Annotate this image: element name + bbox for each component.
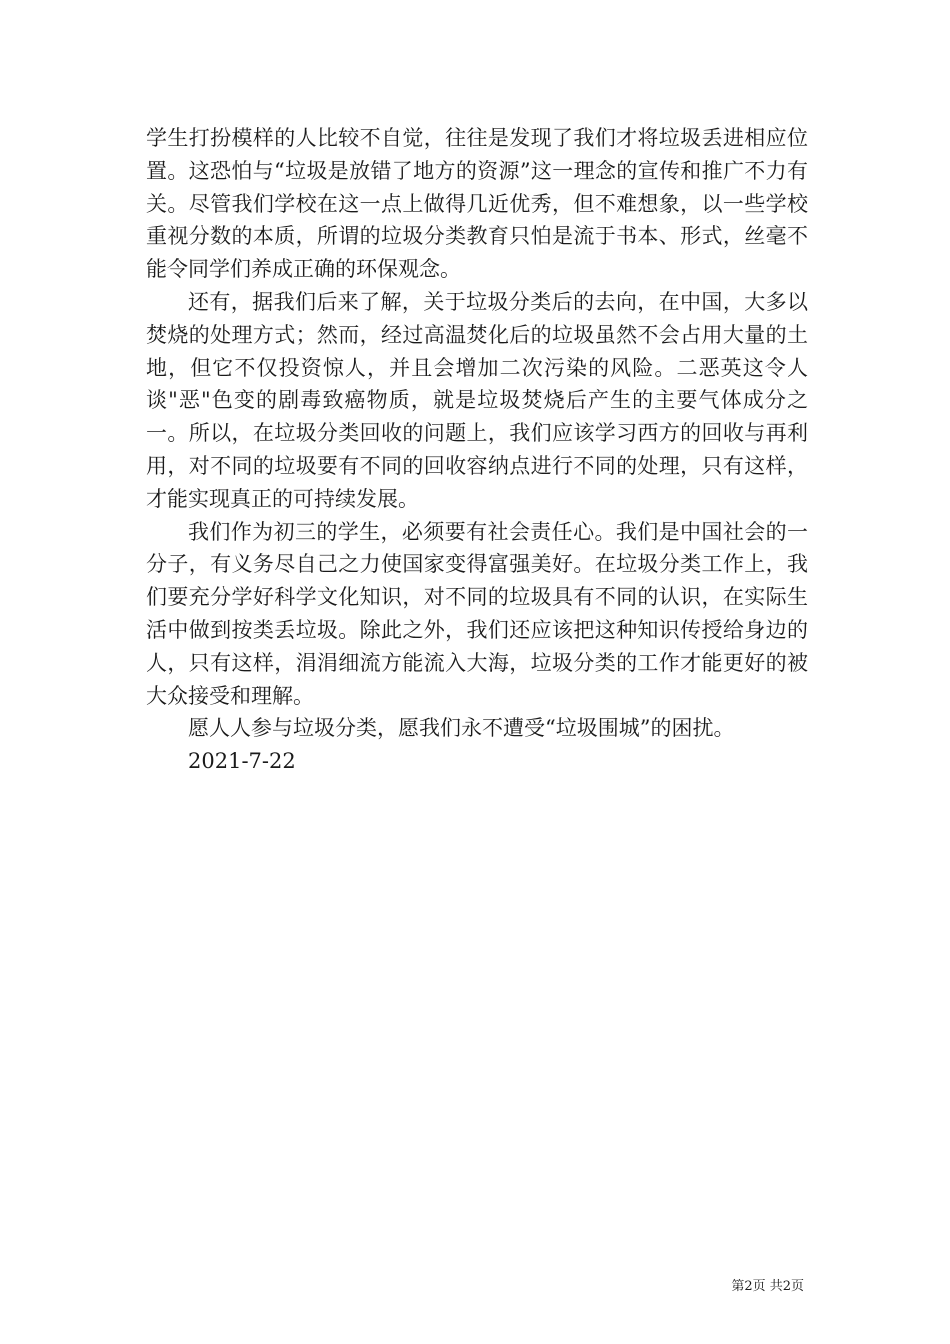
paragraph-incineration: 还有，据我们后来了解，关于垃圾分类后的去向，在中国，大多以焚烧的处理方式；然而，经过高温焚化后的垃圾虽然不会占用大量的土地，但它不仅投资惊人，并且会增加二次污染的风险。二恶英这令人谈"恶"色变的剧毒致癌物质，就是垃圾焚烧后产生的主要气体成分之一。所以，在垃圾分类回收的问题上，我们应该学习西方的回收与再利用，对不同的垃圾要有不同的回收容纳点进行不同的处理，只有这样，才能实现真正的可持续发展。 (146, 289, 808, 511)
paragraph-closing: 愿人人参与垃圾分类，愿我们永不遭受“垃圾围城”的困扰。 (188, 716, 735, 741)
page-number-footer: 第2页 共2页 (731, 1279, 804, 1294)
document-body (146, 122, 808, 778)
paragraph-continuation: 学生打扮模样的人比较不自觉，往往是发现了我们才将垃圾丢进相应位置。这恐怕与“垃圾是放错了地方的资源”这一理念的宣传和推广不力有关。尽管我们学校在这一点上做得几近优秀，但不难想象，以一些学校重视分数的本质，所谓的垃圾分类教育只怕是流于书本、形式，丝毫不能令同学们养成正确的环保观念。 (146, 126, 808, 282)
document-date: 2021-7-22 (188, 749, 296, 774)
paragraph-responsibility: 我们作为初三的学生，必须要有社会责任心。我们是中国社会的一分子，有义务尽自己之力使国家变得富强美好。在垃圾分类工作上，我们要充分学好科学文化知识，对不同的垃圾具有不同的认识，在实际生活中做到按类丢垃圾。除此之外，我们还应该把这种知识传授给身边的人，只有这样，涓涓细流方能流入大海，垃圾分类的工作才能更好的被大众接受和理解。 (146, 519, 808, 708)
